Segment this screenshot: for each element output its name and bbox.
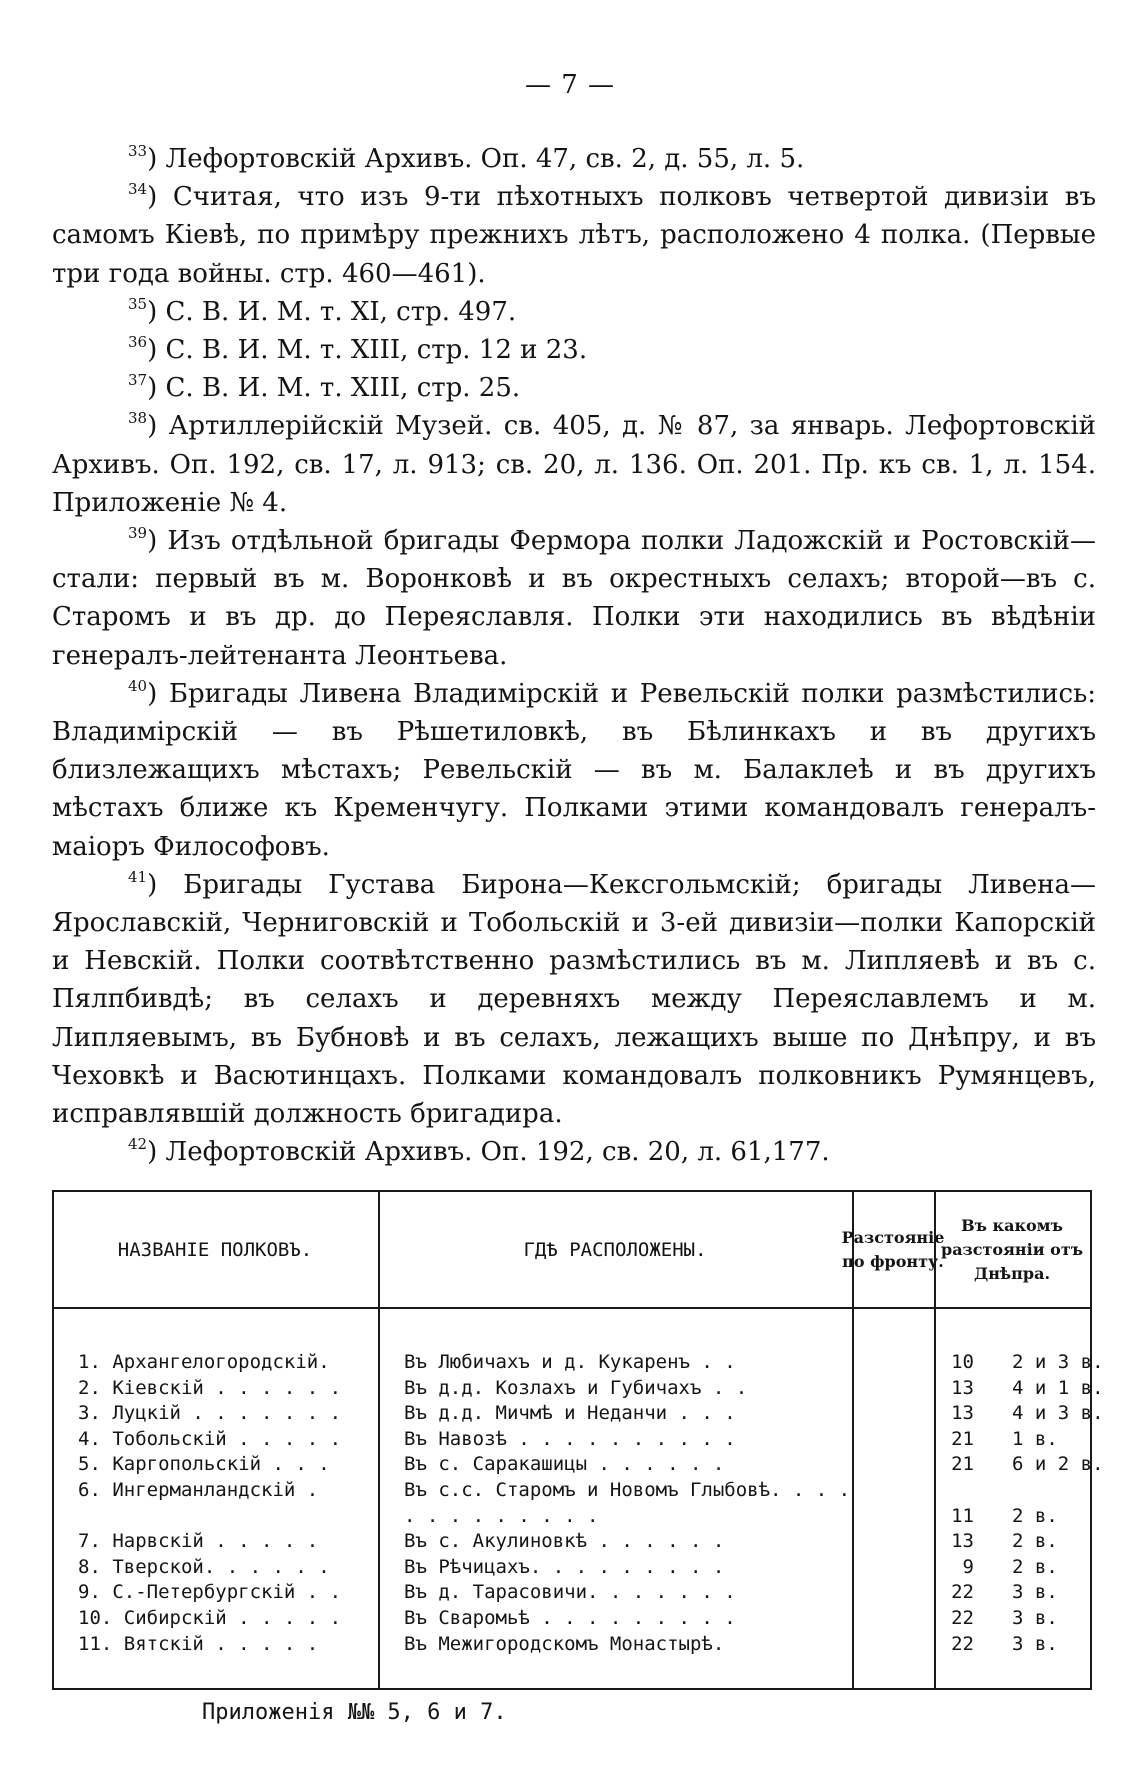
- footnote-39: $^{39}$) Изъ отдѣльной бригады Фермора полки Ладожскій и Ростовскій—стали: первый въ м. Воронковѣ и въ окрестныхъ селахъ; второй—въ с. Старомъ и въ др. до Переяславля. Полки эти находились въ вѣдѣніи генералъ-лейтенанта Леонтьева.: [52, 524, 1096, 671]
- regiment-location: Въ с. Саракашицы . . . . . .: [404, 1453, 725, 1476]
- dnieper-distance: 4 и 3 в.: [1012, 1402, 1104, 1425]
- footnote-number: 37: [128, 371, 148, 390]
- front-distance: 11: [951, 1504, 974, 1527]
- dnieper-distance: 6 и 2 в.: [1012, 1453, 1104, 1476]
- footnote-number: 38: [128, 409, 148, 428]
- table-row: [52, 1478, 1092, 1529]
- footnote-number: 39: [128, 524, 148, 543]
- footnotes: [52, 140, 1096, 1171]
- footnote-37: $^{37}$) С. В. И. М. т. XIII, стр. 25.: [128, 371, 521, 404]
- header-divider: [52, 1307, 1092, 1309]
- regiment-location: Въ д. Тарасовичи. . . . . . .: [404, 1581, 736, 1604]
- regiment-location: Въ с. Акулиновкѣ . . . . . .: [404, 1530, 725, 1553]
- header-location: ГДѢ РАСПОЛОЖЕНЫ.: [523, 1238, 707, 1261]
- regiment-name: 11. Вятскій . . . . .: [78, 1632, 319, 1655]
- regiment-name: 1. Архангелогородскій.: [78, 1351, 330, 1373]
- table-row: [52, 1580, 1092, 1606]
- front-distance: 21: [951, 1427, 974, 1450]
- footnote-text: Бригады Ливена Владимірскій и Ревельскій полки размѣстились: Владимірскій — въ Рѣшетиловкѣ, въ Бѣлинкахъ и въ другихъ близлежащихъ мѣстахъ; Ревельскій — въ м. Балаклеѣ и въ другихъ мѣстахъ ближе къ Кременчугу. Полками этими командовалъ генералъ-маіоръ Философовъ.: [52, 678, 1096, 862]
- regiment-name: 9. С.-Петербургскій . .: [78, 1581, 342, 1604]
- front-distance: 22: [951, 1581, 974, 1604]
- page-number: — 7 —: [524, 70, 616, 100]
- footnote-40: $^{40}$) Бригады Ливена Владимірскій и Ревельскій полки размѣстились: Владимірскій — въ Рѣшетиловкѣ, въ Бѣлинкахъ и въ другихъ близлежащихъ мѣстахъ; Ревельскій — въ м. Балаклеѣ и въ другихъ мѣстахъ ближе къ Кременчугу. Полками этими командовалъ генералъ-маіоръ Философовъ.: [52, 676, 1096, 862]
- regiment-location: Въ д.д. Мичмѣ и Неданчи . . .: [404, 1402, 736, 1425]
- regiment-name: 3. Луцкій . . . . . . .: [78, 1402, 342, 1425]
- dnieper-distance: 1 в.: [1012, 1427, 1058, 1450]
- footnote-number: 36: [128, 333, 148, 352]
- footnote-text: Бригады Густава Бирона—Кексгольмскій; бригады Ливена—Ярославскій, Черниговскій и Тобольскій и 3-ей дивизіи—полки Капорскій и Невскій. Полки соотвѣтственно размѣстились въ м. Липляевѣ и въ с. Пялпбивдѣ; въ селахъ и деревняхъ между Переяславлемъ и м. Липляевымъ, въ Бубновѣ и въ селахъ, лежащихъ выше по Днѣпру, и въ Чеховкѣ и Васютинцахъ. Полками командовалъ полковникъ Румянцевъ, исправлявшій должность бригадира.: [52, 869, 1096, 1130]
- footnote-text: Артиллерійскій Музей. св. 405, д. № 87, за январь. Лефортовскій Архивъ. Оп. 192, св. 17, л. 913; св. 20, л. 136. Оп. 201. Пр. къ св. 1, л. 154. Приложеніе № 4.: [52, 411, 1096, 518]
- dnieper-distance: 2 в.: [1012, 1555, 1058, 1578]
- footnote-number: 34: [128, 180, 148, 199]
- regiment-location: Въ с.с. Старомъ и Новомъ Глыбовѣ. . . . . . . . . . . . .: [404, 1478, 851, 1527]
- table-body: [52, 1350, 1104, 1657]
- front-distance: 21: [951, 1453, 974, 1476]
- front-distance: 10: [951, 1351, 974, 1373]
- table-row: [52, 1555, 1092, 1581]
- regiment-location: Въ Рѣчицахъ. . . . . . . . .: [404, 1555, 725, 1578]
- table-row: [52, 1452, 1104, 1478]
- front-distance: 22: [951, 1606, 974, 1629]
- appendix-caption: Приложенія №№ 5, 6 и 7.: [202, 1700, 507, 1725]
- dnieper-distance: 3 в.: [1012, 1632, 1058, 1655]
- front-distance: 9: [962, 1555, 974, 1578]
- regiment-location: Въ Межигородскомъ Монастырѣ.: [404, 1632, 725, 1655]
- footnote-text: Считая, что изъ 9-ти пѣхотныхъ полковъ четвертой дивизіи въ самомъ Кіевѣ, по примѣру прежнихъ лѣтъ, расположено 4 полка. (Первые три года войны. стр. 460—461).: [52, 182, 1096, 289]
- regiment-name: 4. Тобольскій . . . . .: [78, 1427, 342, 1450]
- dnieper-distance: 2 в.: [1012, 1530, 1058, 1553]
- header-regiment-name: НАЗВАНІЕ ПОЛКОВЪ.: [117, 1238, 313, 1261]
- regiment-location: Въ д.д. Козлахъ и Губичахъ . .: [404, 1376, 748, 1399]
- footnote-text: С. В. И. М. т. XIII, стр. 12 и 23.: [165, 335, 588, 366]
- footnote-text: Изъ отдѣльной бригады Фермора полки Ладожскій и Ростовскій—стали: первый въ м. Воронковѣ и въ окрестныхъ селахъ; второй—въ с. Старомъ и въ др. до Переяславля. Полки эти находились въ вѣдѣніи генералъ-лейтенанта Леонтьева.: [52, 526, 1096, 671]
- regiment-name: 8. Тверской. . . . . .: [78, 1555, 330, 1578]
- footnote-number: 35: [128, 294, 148, 313]
- footnote-text: Лефортовскій Архивъ. Оп. 192, св. 20, л. 61,177.: [165, 1137, 830, 1168]
- footnote-33: $^{33}$) Лефортовскій Архивъ. Оп. 47, св. 2, д. 55, л. 5.: [128, 142, 805, 174]
- footnote-number: 33: [128, 142, 148, 160]
- dnieper-distance: 2 в.: [1012, 1504, 1058, 1527]
- front-distance: 13: [951, 1402, 974, 1425]
- regiment-location: Въ Сваромьѣ . . . . . . . . .: [404, 1606, 736, 1629]
- footnote-text: Лефортовскій Архивъ. Оп. 47, св. 2, д. 55, л. 5.: [165, 144, 805, 174]
- table-row: [52, 1632, 1092, 1658]
- footnote-34: $^{34}$) Считая, что изъ 9-ти пѣхотныхъ полковъ четвертой дивизіи въ самомъ Кіевѣ, по примѣру прежнихъ лѣтъ, расположено 4 полка. (Первые три года войны. стр. 460—461).: [52, 180, 1096, 289]
- table-row: [52, 1401, 1104, 1427]
- front-distance: 13: [951, 1376, 974, 1399]
- header-dnieper-distance: Въ какомъ разстояніи отъ Днѣпра.: [941, 1215, 1083, 1283]
- table-row: [52, 1427, 1092, 1453]
- footnote-35: $^{35}$) С. В. И. М. т. XI, стр. 497.: [128, 294, 517, 327]
- dnieper-distance: 4 и 1 в.: [1012, 1376, 1104, 1399]
- regiment-name: 6. Ингерманландскій .: [78, 1478, 319, 1501]
- table-row: [52, 1606, 1092, 1632]
- regiment-name: 5. Каргопольскій . . .: [78, 1453, 330, 1476]
- footnote-36: $^{36}$) С. В. И. М. т. XIII, стр. 12 и 23.: [128, 333, 588, 366]
- front-distance: 13: [951, 1530, 974, 1553]
- footnote-number: 42: [128, 1135, 148, 1154]
- footnote-42: $^{42}$) Лефортовскій Архивъ. Оп. 192, св. 20, л. 61,177.: [128, 1135, 830, 1168]
- table-row: [52, 1376, 1104, 1402]
- footnote-text: С. В. И. М. т. XIII, стр. 25.: [165, 373, 521, 404]
- regiment-name: 7. Нарвскій . . . . .: [78, 1530, 319, 1553]
- regiment-location: Въ Навозѣ . . . . . . . . . .: [404, 1427, 736, 1450]
- regiment-location: Въ Любичахъ и д. Кукаренъ . .: [404, 1351, 736, 1373]
- table-row: [52, 1350, 1104, 1376]
- footnote-number: 40: [128, 676, 148, 695]
- footnote-number: 41: [128, 867, 148, 886]
- footnote-text: С. В. И. М. т. XI, стр. 497.: [165, 296, 517, 327]
- front-distance: 22: [951, 1632, 974, 1655]
- dnieper-distance: 2 и 3 в.: [1012, 1351, 1104, 1373]
- regiment-name: 2. Кіевскій . . . . . .: [78, 1376, 342, 1399]
- footnote-38: $^{38}$) Артиллерійскій Музей. св. 405, д. № 87, за январь. Лефортовскій Архивъ. Оп. 192, св. 17, л. 913; св. 20, л. 136. Оп. 201. Пр. къ св. 1, л. 154. Приложеніе № 4.: [52, 409, 1096, 518]
- regiment-name: 10. Сибирскій . . . . .: [78, 1606, 342, 1629]
- header-front-distance: Разстояніе по фронту.: [841, 1227, 945, 1271]
- dnieper-distance: 3 в.: [1012, 1606, 1058, 1629]
- table-row: [52, 1529, 1092, 1555]
- dnieper-distance: 3 в.: [1012, 1581, 1058, 1604]
- regiments-table: [52, 1190, 1104, 1690]
- footnote-41: $^{41}$) Бригады Густава Бирона—Кексгольмскій; бригады Ливена—Ярославскій, Черниговскій и Тобольскій и 3-ей дивизіи—полки Капорскій и Невскій. Полки соотвѣтственно размѣстились въ м. Липляевѣ и въ с. Пялпбивдѣ; въ селахъ и деревняхъ между Переяславлемъ и м. Липляевымъ, въ Бубновѣ и въ селахъ, лежащихъ выше по Днѣпру, и въ Чеховкѣ и Васютинцахъ. Полками командовалъ полковникъ Румянцевъ, исправлявшій должность бригадира.: [52, 867, 1096, 1130]
